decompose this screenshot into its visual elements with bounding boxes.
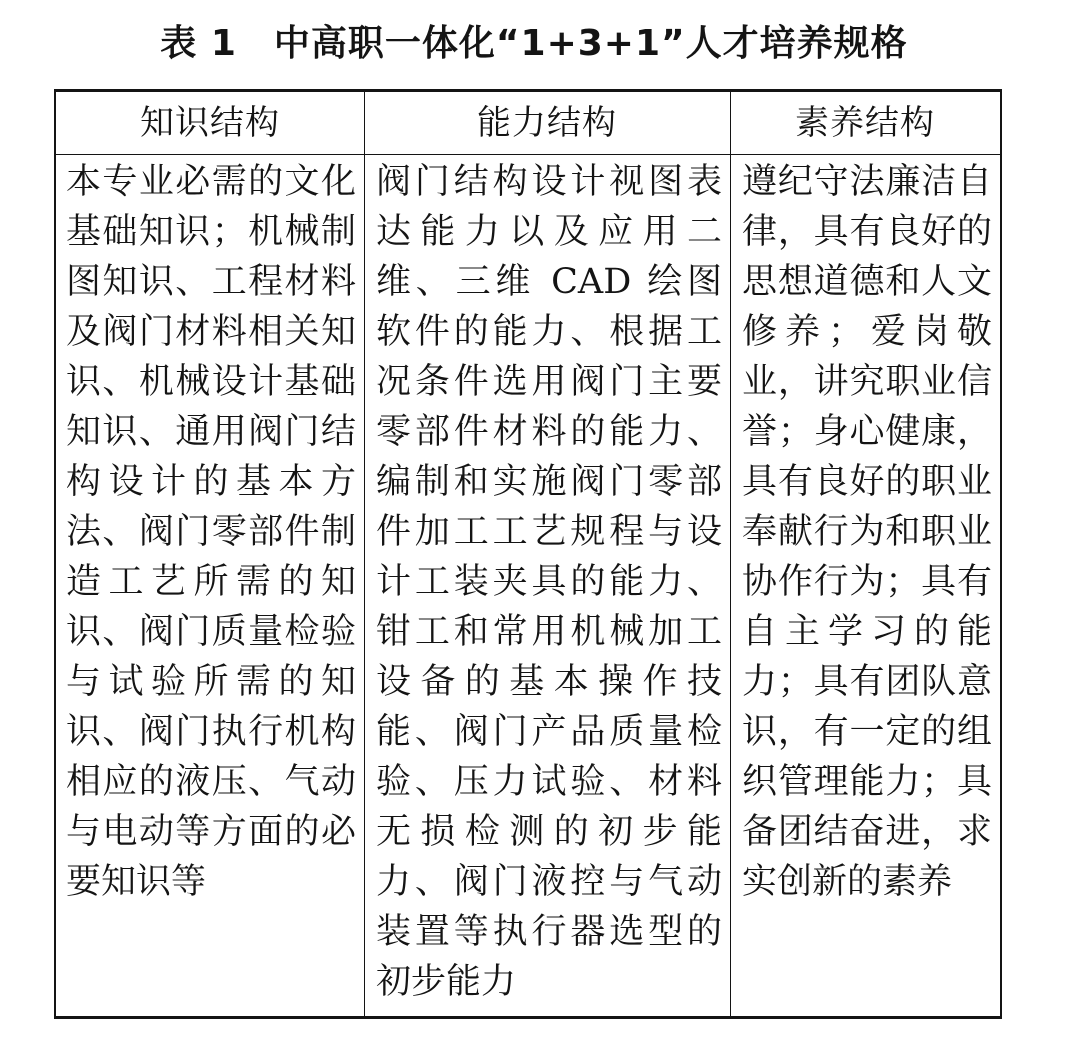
column-divider bbox=[364, 92, 365, 1016]
header-knowledge-structure: 知识结构 bbox=[140, 103, 280, 143]
cell-quality-structure: 遵纪守法廉洁自律，具有良好的思想道德和人文修养；爱岗敬业，讲究职业信誉；身心健康，具有良好的职业奉献行为和职业协作行为；具有自主学习的能力；具有团队意识，有一定的组织管理能力；具备团结奋进，求实创新的素养 bbox=[742, 162, 992, 902]
cell-ability-structure: 阀门结构设计视图表达能力以及应用二维、三维 CAD 绘图软件的能力、根据工况条件选用阀门主要零部件材料的能力、编制和实施阀门零部件加工工艺规程与设计工装夹具的能力、钳工和常用机械加工设备的基本操作技能、阀门产品质量检验、压力试验、材料无损检测的初步能力、阀门液控与气动装置等执行器选型的初步能力 bbox=[376, 162, 722, 1002]
table-caption: 表 1 中高职一体化“1+3+1”人才培养规格 bbox=[160, 23, 908, 64]
header-quality-structure: 素养结构 bbox=[795, 103, 935, 143]
header-divider bbox=[56, 154, 1000, 155]
column-divider bbox=[730, 92, 731, 1016]
header-ability-structure: 能力结构 bbox=[477, 103, 617, 143]
talent-spec-table bbox=[54, 89, 1002, 1019]
cell-knowledge-structure: 本专业必需的文化基础知识；机械制图知识、工程材料及阀门材料相关知识、机械设计基础知识、通用阀门结构设计的基本方法、阀门零部件制造工艺所需的知识、阀门质量检验与试验所需的知识、阀门执行机构相应的液压、气动与电动等方面的必要知识等 bbox=[66, 162, 356, 902]
